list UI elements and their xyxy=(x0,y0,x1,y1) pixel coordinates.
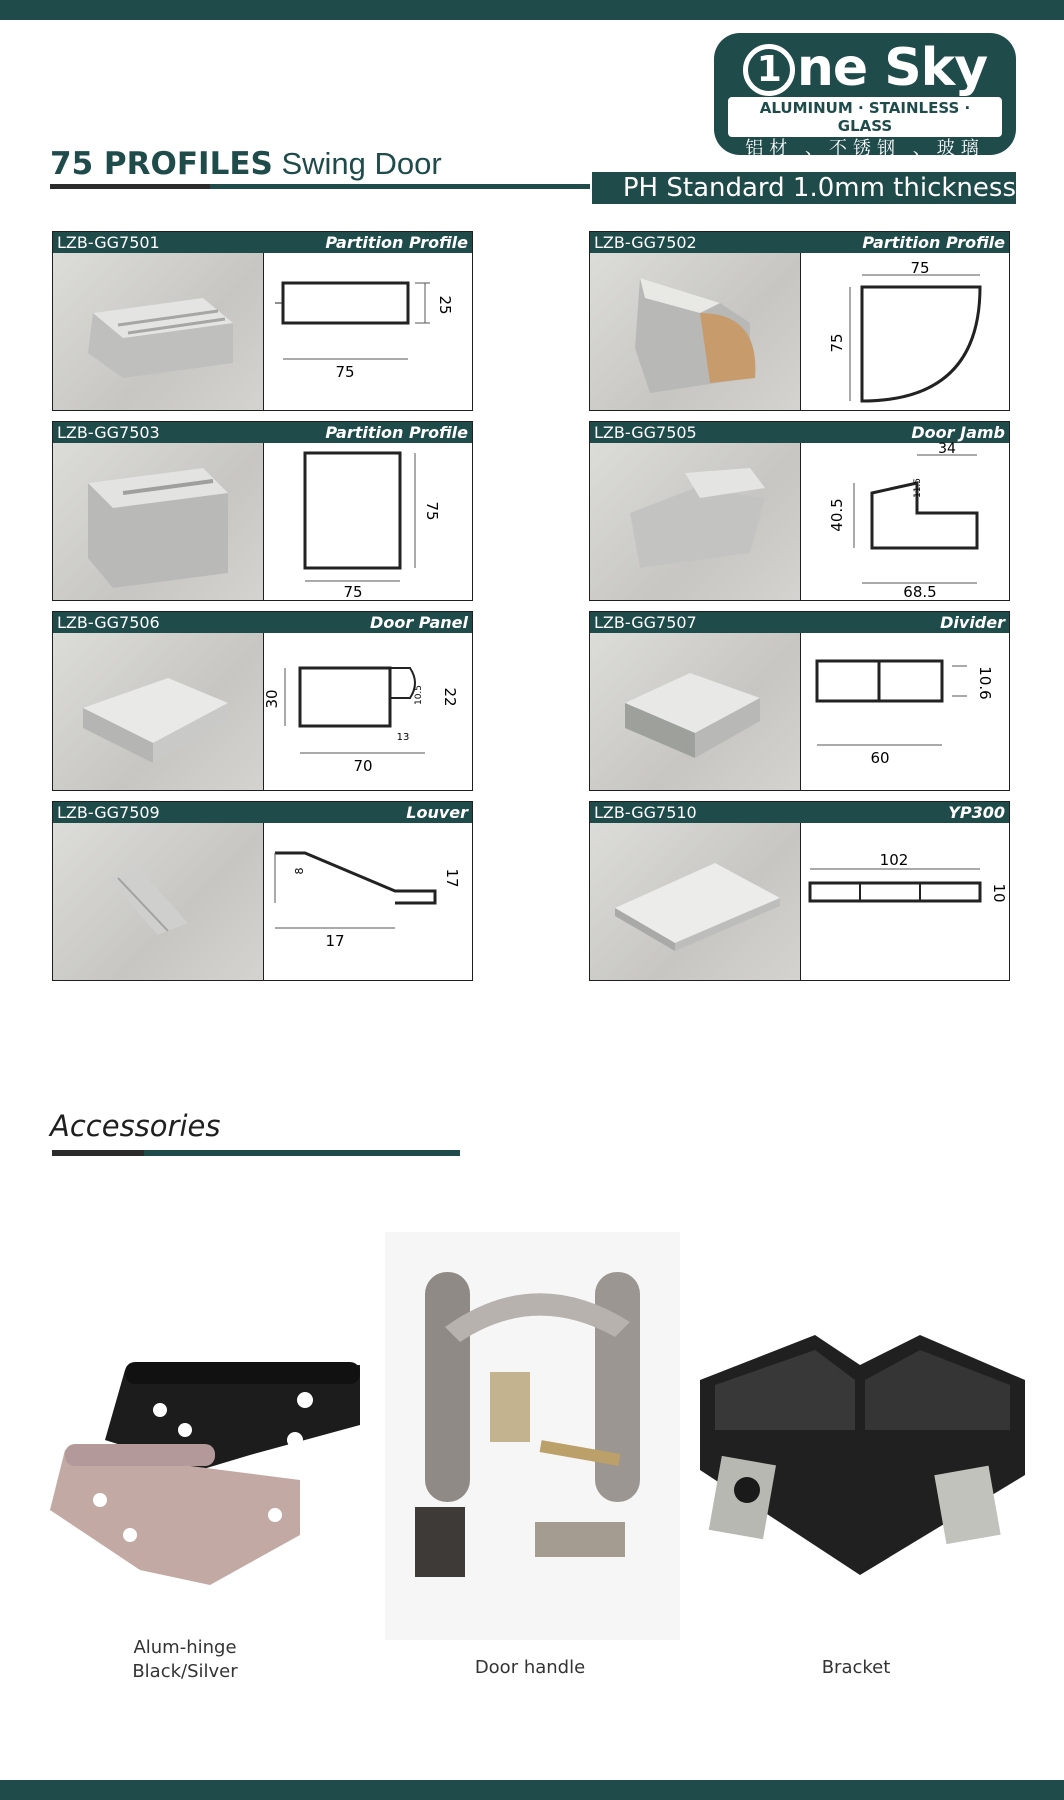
profile-drawing xyxy=(265,823,471,980)
profile-name: Partition Profile xyxy=(862,233,1005,252)
profile-photo xyxy=(590,443,801,600)
dim-label: 10 xyxy=(990,883,1008,903)
dim-label: 102 xyxy=(879,851,909,869)
dim-label: 17 xyxy=(325,932,345,950)
bracket-image xyxy=(695,1320,1030,1580)
profile-code: LZB-GG7510 xyxy=(594,803,697,822)
dim-label: 75 xyxy=(910,259,930,277)
profile-card-gg7510 xyxy=(589,801,1010,981)
logo-chinese: 铝材 、不锈钢 、玻璃 xyxy=(745,138,985,159)
profile-name: Partition Profile xyxy=(325,423,468,442)
page-title: 75 PROFILES Swing Door xyxy=(50,146,442,182)
profile-name: Door Jamb xyxy=(911,423,1005,442)
dim-label: 75 xyxy=(335,363,355,381)
profile-drawing xyxy=(265,633,471,790)
profile-card-gg7506 xyxy=(52,611,473,791)
dim-label: 13 xyxy=(396,732,410,743)
profile-card-gg7502 xyxy=(589,231,1010,411)
profile-code: LZB-GG7509 xyxy=(57,803,160,822)
dim-label: 17 xyxy=(443,868,461,888)
brand-logo xyxy=(714,33,1016,159)
bottom-bar xyxy=(0,1780,1064,1800)
hinge-caption: Alum-hinge Black/Silver xyxy=(132,1637,238,1682)
door-handle-caption: Door handle xyxy=(474,1657,586,1678)
profile-photo xyxy=(53,633,264,790)
profile-name: Louver xyxy=(406,803,468,822)
accessories-title: Accessories xyxy=(50,1109,221,1143)
door-handle-image xyxy=(385,1232,680,1640)
dim-label: 10.5 xyxy=(414,684,424,706)
profile-code: LZB-GG7501 xyxy=(57,233,160,252)
profile-code: LZB-GG7506 xyxy=(57,613,160,632)
dim-label: 22 xyxy=(441,687,459,707)
profile-photo xyxy=(53,443,264,600)
dim-label: 68.5 xyxy=(903,583,937,601)
profile-name: Door Panel xyxy=(370,613,468,632)
profile-card-gg7505 xyxy=(589,421,1010,601)
dim-label: 75 xyxy=(343,583,363,601)
profile-photo xyxy=(53,253,264,410)
accessories-rule xyxy=(52,1150,460,1156)
profile-drawing xyxy=(265,253,471,410)
dim-label: 75 xyxy=(423,501,441,521)
dim-label: 25 xyxy=(436,295,454,315)
profile-drawing xyxy=(802,443,1008,600)
profile-photo xyxy=(590,823,801,980)
profile-photo xyxy=(590,633,801,790)
profile-name: Divider xyxy=(940,613,1005,632)
dim-label: 10.6 xyxy=(976,666,994,700)
dim-label: 30 xyxy=(263,689,281,709)
profile-name: YP300 xyxy=(948,803,1005,822)
profile-name: Partition Profile xyxy=(325,233,468,252)
profile-card-gg7507 xyxy=(589,611,1010,791)
dim-label: 11.5 xyxy=(913,477,923,499)
logo-one-mark: 1 xyxy=(743,44,795,96)
profile-drawing xyxy=(802,823,1008,980)
logo-tagline: ALUMINUM · STAINLESS · GLASS xyxy=(728,97,1002,137)
dim-label: 34 xyxy=(938,441,956,457)
profile-code: LZB-GG7505 xyxy=(594,423,697,442)
profile-code: LZB-GG7502 xyxy=(594,233,697,252)
dim-label: 8 xyxy=(293,867,306,875)
profile-card-gg7503 xyxy=(52,421,473,601)
standard-banner: PH Standard 1.0mm thickness xyxy=(592,172,1016,204)
dim-label: 40.5 xyxy=(828,498,846,532)
bracket-caption: Bracket xyxy=(821,1657,891,1678)
profile-photo xyxy=(53,823,264,980)
logo-wordmark: ne Sky xyxy=(796,38,988,98)
profile-drawing xyxy=(265,443,471,600)
profile-card-gg7509 xyxy=(52,801,473,981)
profile-drawing xyxy=(802,633,1008,790)
profile-photo xyxy=(590,253,801,410)
hinge-image xyxy=(30,1350,370,1610)
dim-label: 60 xyxy=(870,749,890,767)
top-bar xyxy=(0,0,1064,20)
dim-label: 75 xyxy=(828,333,846,353)
title-rule xyxy=(50,184,590,189)
profile-card-gg7501 xyxy=(52,231,473,411)
profile-drawing xyxy=(802,253,1008,410)
profile-code: LZB-GG7503 xyxy=(57,423,160,442)
profile-code: LZB-GG7507 xyxy=(594,613,697,632)
dim-label: 70 xyxy=(353,757,373,775)
